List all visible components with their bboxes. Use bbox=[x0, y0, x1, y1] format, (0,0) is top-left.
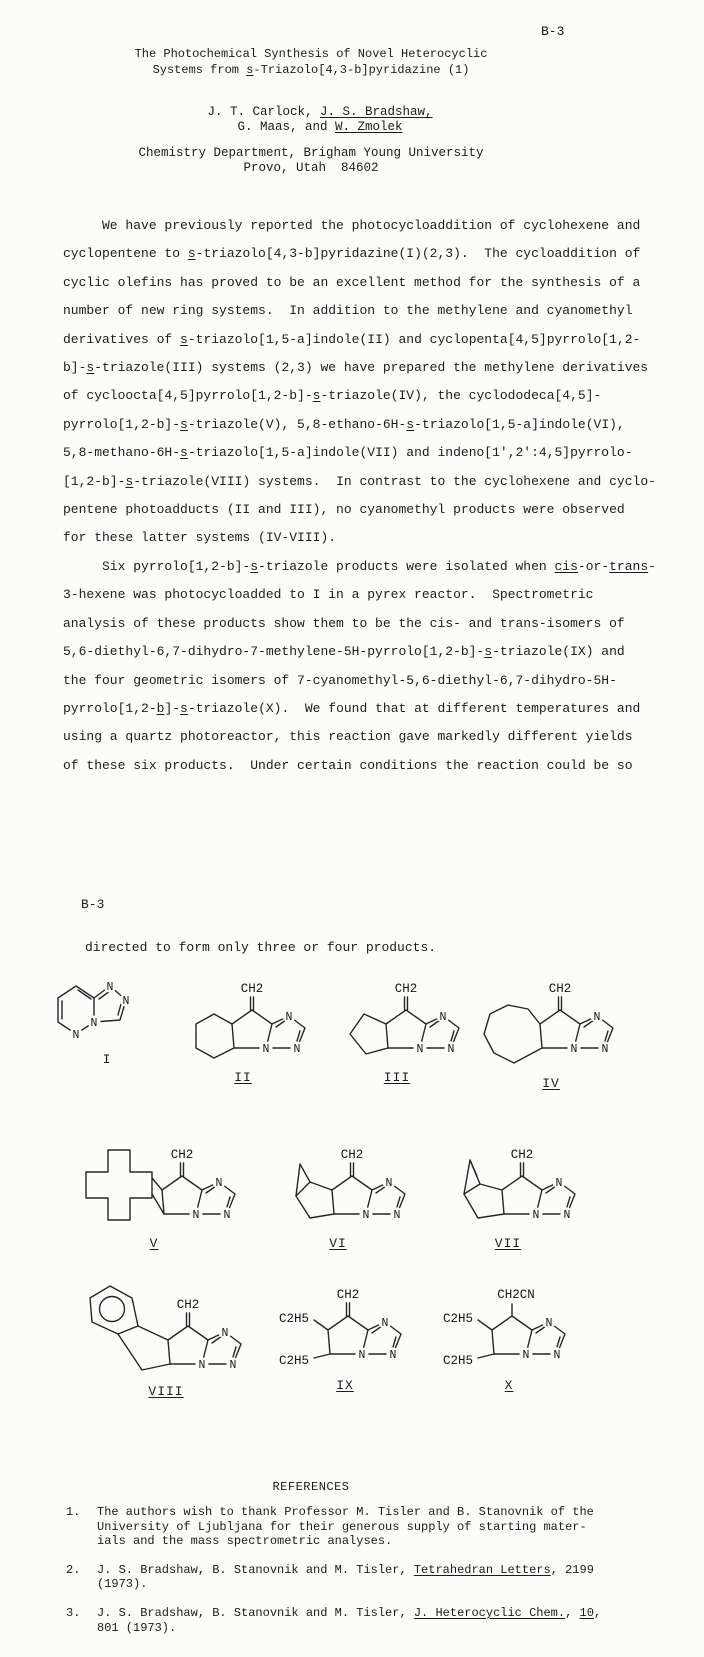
text-line: J. S. Bradshaw, B. Stanovnik and M. Tisler, J. Heterocyclic Chem., 10, bbox=[97, 1605, 602, 1620]
structures-row-3 bbox=[78, 1278, 582, 1399]
structure-viii-drawing bbox=[78, 1278, 254, 1380]
structure-v-drawing bbox=[62, 1138, 246, 1232]
structures-row-1 bbox=[52, 972, 624, 1091]
text-line: 3-hexene was photocycloadded to I in a pyrex reactor. Spectrometric bbox=[63, 587, 594, 603]
paragraph-1 bbox=[63, 212, 663, 553]
reference-number: 1. bbox=[66, 1505, 81, 1519]
text-line: pyrrolo[1,2-b]-s-triazole(X). We found that at different temperatures and bbox=[63, 701, 641, 717]
title-line-1: The Photochemical Synthesis of Novel Heterocyclic bbox=[134, 47, 488, 61]
text-line: 5,6-diethyl-6,7-dihydro-7-methylene-5H-pyrrolo[1,2-b]-s-triazole(IX) and bbox=[63, 644, 625, 660]
structure-vi bbox=[260, 1138, 416, 1251]
structure-label: V bbox=[149, 1236, 159, 1251]
reference-number: 2. bbox=[66, 1562, 81, 1577]
structure-label: II bbox=[234, 1070, 252, 1085]
structure-vii bbox=[430, 1138, 586, 1251]
n-atom-label: N bbox=[601, 1043, 609, 1056]
structure-i bbox=[52, 972, 162, 1067]
structure-viii bbox=[78, 1278, 254, 1399]
affiliation bbox=[0, 146, 622, 176]
n-atom-label: N bbox=[192, 1209, 200, 1222]
title-line-2: Systems from s-Triazolo[4,3-b]pyridazine (1) bbox=[152, 62, 470, 77]
n-atom-label: N bbox=[229, 1359, 237, 1372]
reference-item-1 bbox=[66, 1505, 666, 1549]
structures-row-2 bbox=[62, 1138, 586, 1251]
n-atom-label: N bbox=[545, 1317, 553, 1330]
text-line: number of new ring systems. In addition to the methylene and cyanomethyl bbox=[63, 303, 633, 319]
ch2-group-label: CH2 bbox=[176, 1298, 200, 1312]
n-atom-label: N bbox=[593, 1011, 601, 1024]
continuation-line: directed to form only three or four products. bbox=[85, 940, 437, 955]
n-atom-label: N bbox=[122, 995, 130, 1008]
reference-item-2 bbox=[66, 1563, 666, 1592]
structure-label: X bbox=[504, 1378, 514, 1393]
ethyl-group-label: C2H5 bbox=[278, 1354, 310, 1368]
structure-ii-drawing bbox=[170, 972, 316, 1066]
n-atom-label: N bbox=[447, 1043, 455, 1056]
text-line: the four geometric isomers of 7-cyanomethyl-5,6-diethyl-6,7-dihydro-5H- bbox=[63, 672, 617, 688]
structure-label: IX bbox=[336, 1378, 354, 1393]
text-line: [1,2-b]-s-triazole(VIII) systems. In contrast to the cyclohexene and cyclo- bbox=[63, 473, 656, 489]
n-atom-label: N bbox=[563, 1209, 571, 1222]
text-line: analysis of these products show them to be the cis- and trans-isomers of bbox=[63, 615, 625, 631]
ch2-group-label: CH2 bbox=[548, 982, 572, 996]
paragraph-2 bbox=[63, 553, 663, 780]
text-line: University of Ljubljana for their generous supply of starting mater- bbox=[97, 1519, 587, 1534]
n-atom-label: N bbox=[285, 1011, 293, 1024]
references-heading: REFERENCES bbox=[272, 1480, 350, 1494]
text-line: cyclic olefins has proved to be an excellent method for the synthesis of a bbox=[63, 274, 641, 290]
n-atom-label: N bbox=[221, 1327, 229, 1340]
reference-item-3 bbox=[66, 1606, 666, 1635]
structure-vi-drawing bbox=[260, 1138, 416, 1232]
text-line: of cycloocta[4,5]pyrrolo[1,2-b]-s-triazole(IV), the cyclododeca[4,5]- bbox=[63, 388, 602, 404]
ch2-group-label: CH2 bbox=[394, 982, 418, 996]
n-atom-label: N bbox=[532, 1209, 540, 1222]
text-line: J. S. Bradshaw, B. Stanovnik and M. Tisler, Tetrahedran Letters, 2199 bbox=[97, 1562, 594, 1577]
text-line: 5,8-methano-6H-s-triazolo[1,5-a]indole(VII) and indeno[1',2':4,5]pyrrolo- bbox=[63, 445, 633, 461]
structure-x bbox=[436, 1278, 582, 1393]
structure-ix bbox=[272, 1278, 418, 1393]
n-atom-label: N bbox=[389, 1349, 397, 1362]
structure-iii-drawing bbox=[324, 972, 470, 1066]
page-number-1: B-3 bbox=[541, 24, 565, 39]
structure-label: VIII bbox=[148, 1384, 184, 1399]
structure-iv-drawing bbox=[478, 972, 624, 1072]
ch2-group-label: CH2 bbox=[510, 1148, 534, 1162]
affiliation-line-2: Provo, Utah 84602 bbox=[243, 161, 379, 175]
page-number-2: B-3 bbox=[81, 897, 105, 912]
text-line: ials and the mass spectrometric analyses. bbox=[97, 1534, 393, 1549]
structure-iii bbox=[324, 972, 470, 1085]
authors-line-2: G. Maas, and W. Zmolek bbox=[237, 120, 403, 134]
authors bbox=[0, 105, 640, 135]
structure-i-drawing bbox=[52, 972, 162, 1048]
n-atom-label: N bbox=[198, 1359, 206, 1372]
structure-label: I bbox=[102, 1052, 112, 1067]
text-line: 801 (1973). bbox=[97, 1620, 177, 1635]
ethyl-group-label: C2H5 bbox=[278, 1312, 310, 1326]
structure-label: III bbox=[383, 1070, 411, 1085]
text-line: Six pyrrolo[1,2-b]-s-triazole products were isolated when cis-or-trans- bbox=[63, 559, 656, 574]
structure-x-drawing bbox=[436, 1278, 582, 1374]
n-atom-label: N bbox=[393, 1209, 401, 1222]
n-atom-label: N bbox=[106, 981, 114, 994]
affiliation-line-1: Chemistry Department, Brigham Young University bbox=[138, 146, 484, 160]
ch2-group-label: CH2 bbox=[240, 982, 264, 996]
reference-text bbox=[97, 1505, 594, 1549]
text-line: pyrrolo[1,2-b]-s-triazole(V), 5,8-ethano-6H-s-triazolo[1,5-a]indole(VI), bbox=[63, 416, 625, 432]
n-atom-label: N bbox=[570, 1043, 578, 1056]
n-atom-label: N bbox=[439, 1011, 447, 1024]
text-line: pentene photoadducts (II and III), no cyanomethyl products were observed bbox=[63, 502, 625, 518]
text-line: of these six products. Under certain conditions the reaction could be so bbox=[63, 757, 633, 773]
n-atom-label: N bbox=[223, 1209, 231, 1222]
text-line: cyclopentene to s-triazolo[4,3-b]pyridazine(I)(2,3). The cycloaddition of bbox=[63, 246, 641, 262]
text-line: derivatives of s-triazolo[1,5-a]indole(II) and cyclopenta[4,5]pyrrolo[1,2- bbox=[63, 331, 641, 347]
structure-vii-drawing bbox=[430, 1138, 586, 1232]
paper-title bbox=[0, 47, 622, 78]
ch2-group-label: CH2 bbox=[336, 1288, 360, 1302]
n-atom-label: N bbox=[358, 1349, 366, 1362]
structure-label: VI bbox=[329, 1236, 347, 1251]
authors-line-1: J. T. Carlock, J. S. Bradshaw, bbox=[207, 105, 433, 119]
structure-label: VII bbox=[494, 1236, 522, 1251]
reference-text bbox=[97, 1563, 594, 1592]
structure-v bbox=[62, 1138, 246, 1251]
n-atom-label: N bbox=[555, 1177, 563, 1190]
text-line: b]-s-triazole(III) systems (2,3) we have prepared the methylene derivatives bbox=[63, 360, 649, 376]
n-atom-label: N bbox=[522, 1349, 530, 1362]
n-atom-label: N bbox=[416, 1043, 424, 1056]
n-atom-label: N bbox=[362, 1209, 370, 1222]
reference-text bbox=[97, 1606, 601, 1635]
n-atom-label: N bbox=[293, 1043, 301, 1056]
ch2-group-label: CH2 bbox=[170, 1148, 194, 1162]
text-line: (1973). bbox=[97, 1577, 148, 1592]
n-atom-label: N bbox=[381, 1317, 389, 1330]
text-line: We have previously reported the photocycloaddition of cyclohexene and bbox=[63, 218, 641, 233]
references-section bbox=[66, 1505, 666, 1649]
ethyl-group-label: C2H5 bbox=[442, 1354, 474, 1368]
text-line: for these latter systems (IV-VIII). bbox=[63, 530, 337, 546]
ethyl-group-label: C2H5 bbox=[442, 1312, 474, 1326]
n-atom-label: N bbox=[72, 1029, 80, 1042]
structure-ix-drawing bbox=[272, 1278, 418, 1374]
ch2cn-group-label: CH2CN bbox=[497, 1288, 535, 1302]
n-atom-label: N bbox=[385, 1177, 393, 1190]
n-atom-label: N bbox=[553, 1349, 561, 1362]
structure-label: IV bbox=[542, 1076, 560, 1091]
structure-ii bbox=[170, 972, 316, 1085]
ch2-group-label: CH2 bbox=[340, 1148, 364, 1162]
text-line: using a quartz photoreactor, this reaction gave markedly different yields bbox=[63, 729, 633, 745]
n-atom-label: N bbox=[90, 1017, 98, 1030]
n-atom-label: N bbox=[262, 1043, 270, 1056]
reference-number: 3. bbox=[66, 1605, 81, 1620]
text-line: The authors wish to thank Professor M. Tisler and B. Stanovnik of the bbox=[97, 1505, 594, 1519]
n-atom-label: N bbox=[215, 1177, 223, 1190]
structure-iv bbox=[478, 972, 624, 1091]
